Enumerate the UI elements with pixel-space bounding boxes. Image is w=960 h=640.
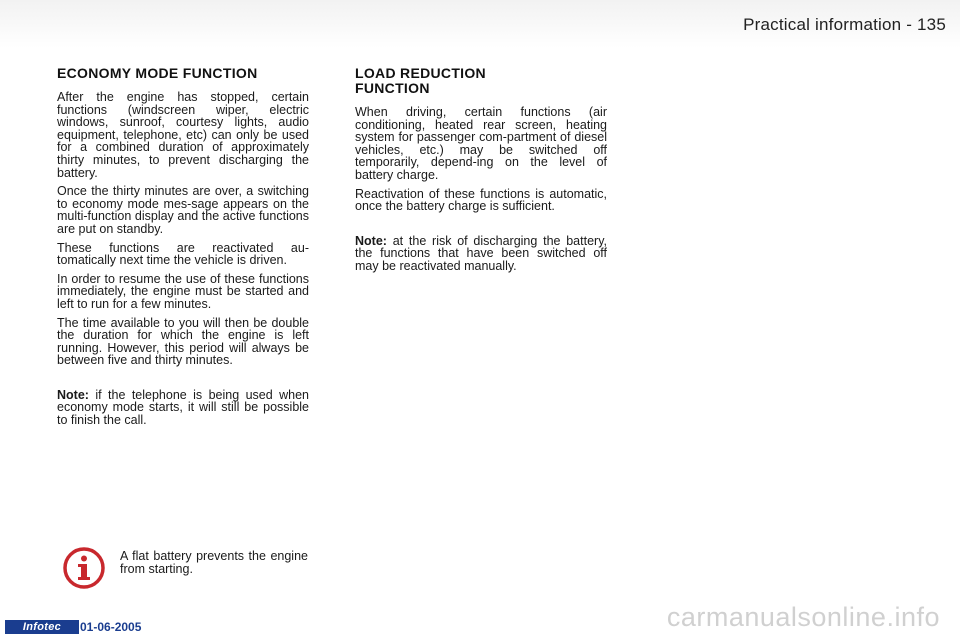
economy-mode-heading: ECONOMY MODE FUNCTION [57,65,258,81]
battery-info-box [62,546,312,592]
footer-date: 01-06-2005 [80,620,142,634]
economy-paragraph-2: Once the thirty minutes are over, a switching to economy mode mes-sage appears on the multi-function display and the active functions are put on standby. [57,184,309,236]
economy-paragraph-5: The time available to you will then be double the duration for which the engine is left running. However, this period will always be between five and thirty minutes. [57,315,309,368]
load-reduction-paragraph-2: Reactivation of these functions is automatic, once the battery charge is sufficient. [355,186,607,214]
load-reduction-heading [355,66,607,96]
load-reduction-note-text: at the risk of discharging the battery, the functions that have been switched off may be reactivated manually. [355,233,607,273]
economy-mode-section [57,66,309,433]
load-reduction-note-label: Note: [355,233,387,248]
battery-info-text: A flat battery prevents the engine from starting. [120,549,308,576]
info-icon [62,546,106,590]
load-reduction-heading-line2: FUNCTION [355,80,430,96]
load-reduction-paragraph-1: When driving, certain functions (air conditioning, heated rear screen, heating system for passenger com-partment of diesel vehicles, etc.) may be switched off temporarily, depend-ing on the level of battery charge. [355,105,607,182]
site-watermark: carmanualsonline.info [666,602,940,632]
page-title: Practical information - 135 [743,15,946,34]
economy-note-text: if the telephone is being used when economy mode starts, it will still be possible to finish the call. [57,387,309,428]
load-reduction-heading-line1: LOAD REDUCTION [355,65,486,81]
load-reduction-note [355,235,607,273]
load-reduction-section [355,66,607,279]
economy-note-label: Note: [57,387,89,402]
economy-paragraph-1: After the engine has stopped, certain functions (windscreen wiper, electric windows, sunroof, courtesy lights, audio equipment, telephone, etc) can only be used for a combined duration of approximately thirty minutes, to prevent discharging the battery. [57,90,309,180]
infotec-logo: Infotec [5,620,79,634]
economy-paragraph-4: In order to resume the use of these functions immediately, the engine must be started and left to run for a few minutes. [57,271,309,311]
economy-note [57,389,309,427]
economy-paragraph-3: These functions are reactivated au-tomatically next time the vehicle is driven. [57,240,309,268]
